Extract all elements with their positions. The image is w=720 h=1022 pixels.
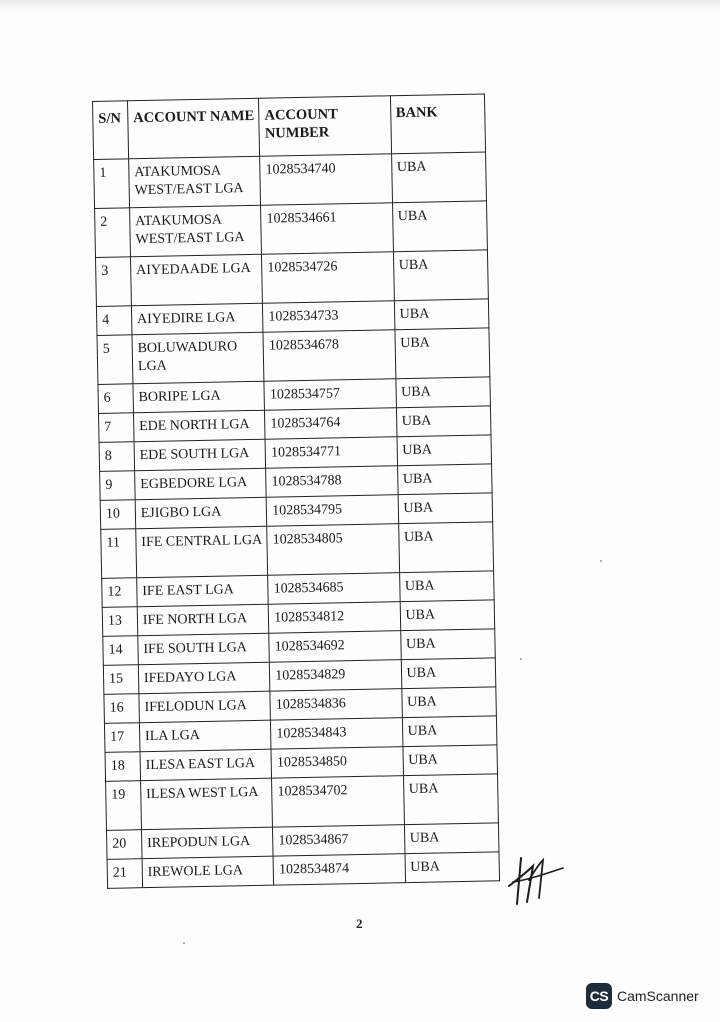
cell-account-number: 1028534740: [260, 154, 392, 206]
scan-edge-shadow: [0, 0, 720, 10]
cell-account-name: IFE SOUTH LGA: [138, 633, 270, 665]
cell-account-name: IREPODUN LGA: [141, 827, 273, 859]
header-account-number-line1: ACCOUNT: [264, 106, 338, 124]
cell-sn: 12: [102, 578, 137, 608]
cell-sn: 1: [94, 159, 130, 209]
table-row: [94, 152, 487, 209]
cell-bank: UBA: [391, 152, 486, 203]
cell-sn: 2: [95, 208, 131, 258]
cell-account-number: 1028534805: [267, 524, 399, 576]
account-table-container: [92, 93, 500, 888]
cell-account-number: 1028534702: [272, 776, 404, 828]
cell-account-name: BORIPE LGA: [133, 381, 265, 413]
cell-account-number: 1028534788: [266, 466, 398, 498]
table-row: [106, 774, 499, 831]
cell-account-number: 1028534685: [268, 573, 400, 605]
cell-sn: 11: [101, 529, 137, 579]
cell-bank: UBA: [392, 201, 487, 252]
cell-sn: 15: [103, 665, 138, 695]
cell-account-name: AIYEDIRE LGA: [131, 303, 263, 335]
cell-sn: 14: [103, 636, 138, 666]
account-table: [92, 93, 500, 888]
cell-account-number: 1028534726: [262, 252, 394, 304]
cell-bank: UBA: [395, 377, 490, 408]
cell-sn: 19: [106, 781, 142, 831]
cell-account-name: ILESA EAST LGA: [140, 749, 272, 781]
cell-sn: 5: [97, 335, 133, 385]
cell-bank: UBA: [395, 328, 490, 379]
cell-account-name: IFE NORTH LGA: [137, 604, 269, 636]
cell-bank: UBA: [399, 571, 494, 602]
cell-sn: 10: [100, 500, 135, 530]
cell-account-number: 1028534836: [270, 689, 402, 721]
cell-bank: UBA: [400, 600, 495, 631]
cell-bank: UBA: [397, 435, 492, 466]
cell-account-number: 1028534733: [263, 301, 395, 333]
cell-sn: 13: [102, 607, 137, 637]
cell-bank: UBA: [402, 716, 497, 747]
cell-sn: 3: [96, 257, 132, 307]
cell-sn: 9: [100, 471, 135, 501]
cell-account-name: ILA LGA: [139, 720, 271, 752]
cell-sn: 17: [104, 723, 139, 753]
table-row: [107, 852, 499, 889]
cell-account-name: ILESA WEST LGA: [140, 778, 272, 830]
cell-account-name: AIYEDAADE LGA: [130, 254, 262, 306]
scan-speck: [183, 942, 185, 944]
camscanner-label: CamScanner: [617, 988, 699, 1004]
cell-account-number: 1028534812: [268, 602, 400, 634]
header-bank: BANK: [390, 94, 486, 154]
cell-account-name: EDE NORTH LGA: [133, 410, 265, 442]
scan-speck: [520, 658, 522, 660]
header-account-number: [259, 96, 391, 157]
cell-bank: UBA: [405, 852, 500, 883]
table-header-row: [93, 94, 486, 160]
cell-bank: UBA: [401, 658, 496, 689]
cell-bank: UBA: [398, 522, 493, 573]
cell-account-name: IFEDAYO LGA: [138, 662, 270, 694]
cell-account-number: 1028534874: [273, 854, 405, 886]
cell-bank: UBA: [403, 774, 498, 825]
cell-account-number: 1028534829: [270, 660, 402, 692]
cell-account-name: EDE SOUTH LGA: [134, 439, 266, 471]
cell-sn: 16: [104, 694, 139, 724]
cell-bank: UBA: [397, 464, 492, 495]
camscanner-watermark: [586, 983, 699, 1009]
cell-account-name: IFE CENTRAL LGA: [136, 526, 268, 578]
header-sn: S/N: [93, 101, 129, 160]
handwritten-signature: [505, 850, 567, 912]
cell-account-number: 1028534843: [271, 718, 403, 750]
table-row: [96, 250, 489, 307]
cell-bank: UBA: [396, 406, 491, 437]
cell-account-name: BOLUWADURO LGA: [132, 332, 264, 384]
cell-bank: UBA: [403, 745, 498, 776]
cell-account-name: ATAKUMOSA WEST/EAST LGA: [128, 156, 260, 208]
cell-account-number: 1028534795: [266, 495, 398, 527]
cell-account-number: 1028534692: [269, 631, 401, 663]
cell-account-name: ATAKUMOSA WEST/EAST LGA: [129, 205, 261, 257]
cell-account-name: IFE EAST LGA: [137, 575, 269, 607]
table-row: [95, 201, 488, 258]
cell-sn: 18: [105, 752, 140, 782]
cell-bank: UBA: [393, 250, 488, 301]
table-row: [101, 522, 494, 579]
cell-bank: UBA: [398, 493, 493, 524]
cell-bank: UBA: [404, 823, 499, 854]
cell-account-number: 1028534661: [261, 203, 393, 255]
cell-account-name: EJIGBO LGA: [135, 497, 267, 529]
cell-account-number: 1028534850: [271, 747, 403, 779]
cell-sn: 20: [107, 830, 142, 860]
cell-bank: UBA: [400, 629, 495, 660]
cell-account-number: 1028534771: [265, 437, 397, 469]
cell-bank: UBA: [394, 299, 489, 330]
cell-account-name: IFELODUN LGA: [139, 691, 271, 723]
cell-bank: UBA: [401, 687, 496, 718]
cell-sn: 6: [98, 384, 133, 414]
cell-account-number: 1028534757: [264, 379, 396, 411]
header-account-name: ACCOUNT NAME: [127, 98, 259, 159]
cell-sn: 21: [107, 859, 142, 889]
cell-sn: 8: [99, 442, 134, 472]
header-account-number-line2: NUMBER: [264, 124, 330, 142]
cell-account-number: 1028534867: [273, 825, 405, 857]
table-row: [97, 328, 490, 385]
scan-speck: [600, 560, 602, 562]
cell-account-number: 1028534764: [265, 408, 397, 440]
page-number: 2: [356, 916, 363, 931]
cell-account-name: EGBEDORE LGA: [134, 468, 266, 500]
cell-account-name: IREWOLE LGA: [142, 856, 274, 888]
cell-sn: 4: [96, 306, 131, 336]
table-body: [94, 152, 500, 888]
cell-account-number: 1028534678: [263, 330, 395, 382]
cell-sn: 7: [98, 413, 133, 443]
camscanner-logo-icon: CS: [586, 983, 612, 1009]
